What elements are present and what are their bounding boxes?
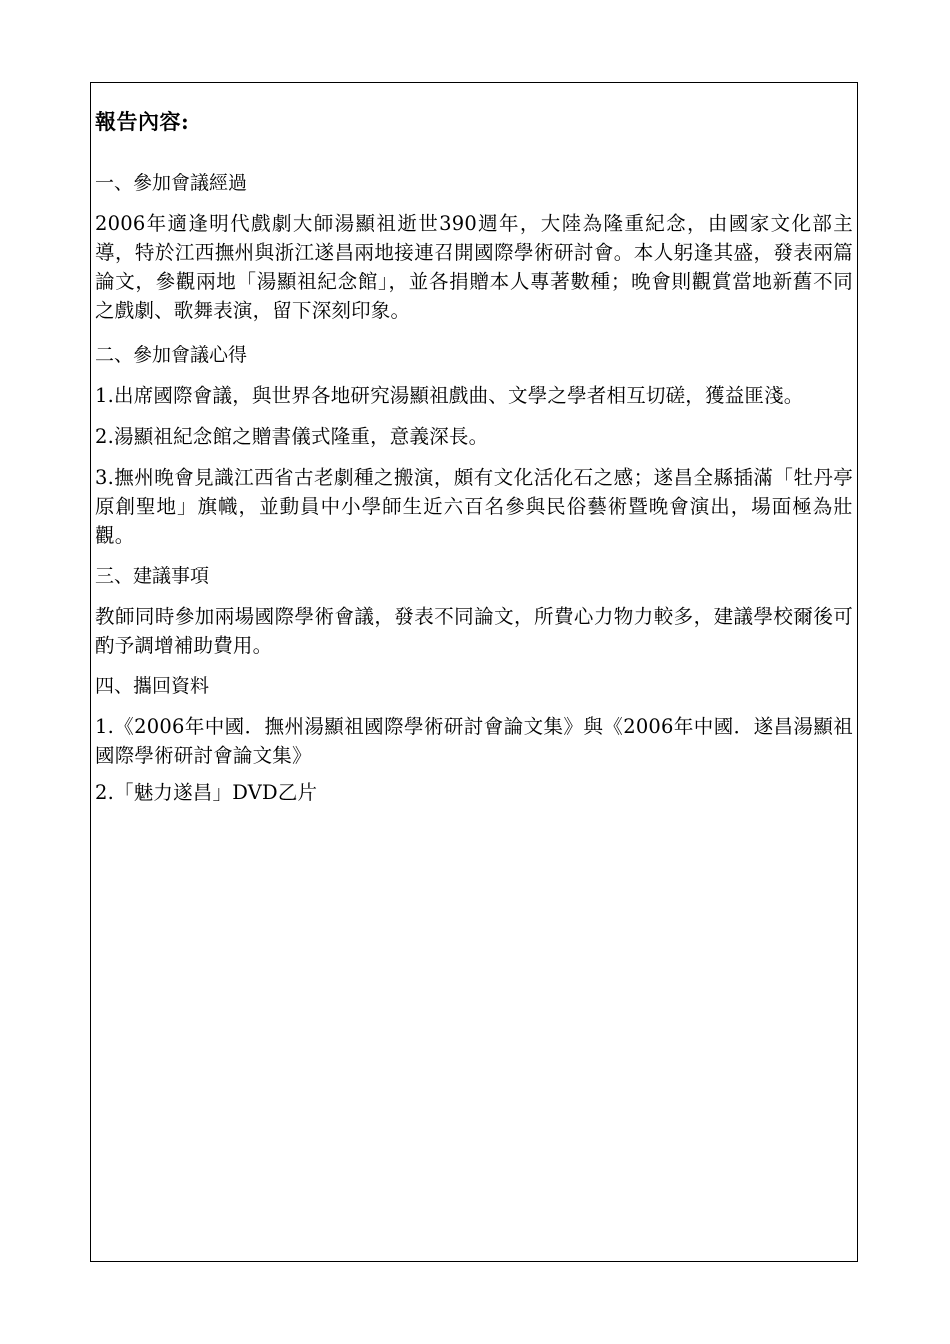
section-4 bbox=[95, 672, 853, 807]
report-title: 報告內容: bbox=[95, 109, 190, 134]
section-2 bbox=[95, 341, 853, 550]
section-paragraph: 2006年適逢明代戲劇大師湯顯祖逝世390週年，大陸為隆重紀念，由國家文化部主導，特於江西撫州與浙江遂昌兩地接連召開國際學術研討會。本人躬逢其盛，發表兩篇論文，參觀兩地「湯顯祖紀念館」，並各捐贈本人專著數種；晚會則觀賞當地新舊不同之戲劇、歌舞表演，留下深刻印象。 bbox=[95, 212, 853, 322]
report-frame bbox=[90, 82, 858, 1262]
section-paragraph: 1.出席國際會議，與世界各地研究湯顯祖戲曲、文學之學者相互切磋，獲益匪淺。 bbox=[95, 384, 804, 407]
section-heading: 四、攜回資料 bbox=[95, 675, 210, 697]
section-paragraph: 1.《2006年中國．撫州湯顯祖國際學術研討會論文集》與《2006年中國．遂昌湯顯祖國際學術研討會論文集》 bbox=[95, 715, 853, 767]
section-paragraph: 3.撫州晚會見識江西省古老劇種之搬演，頗有文化活化石之感；遂昌全縣插滿「牡丹亭原創聖地」旗幟，並動員中小學師生近六百名參與民俗藝術暨晚會演出，場面極為壯觀。 bbox=[95, 466, 853, 547]
section-paragraph: 2.「魅力遂昌」DVD乙片 bbox=[95, 781, 318, 804]
section-paragraph: 教師同時參加兩場國際學術會議，發表不同論文，所費心力物力較多，建議學校爾後可酌予調增補助費用。 bbox=[95, 605, 853, 657]
section-3 bbox=[95, 562, 853, 660]
section-1 bbox=[95, 169, 853, 325]
section-heading: 三、建議事項 bbox=[95, 565, 210, 587]
section-heading: 二、參加會議心得 bbox=[95, 344, 248, 366]
section-heading: 一、參加會議經過 bbox=[95, 172, 248, 194]
section-paragraph: 2.湯顯祖紀念館之贈書儀式隆重，意義深長。 bbox=[95, 425, 489, 448]
report-content bbox=[95, 107, 853, 815]
